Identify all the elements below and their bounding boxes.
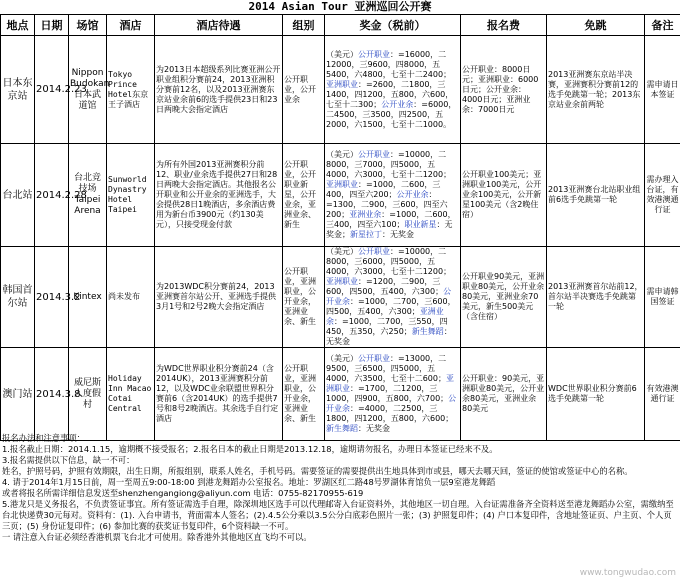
prize-line-text: ：=10000，二8000，三6000，四5000，五4000，六3000，七至十二1200； — [326, 247, 452, 276]
cell-prize — [325, 36, 461, 144]
watermark-text: www.tongwudao.com — [579, 568, 676, 578]
table-row — [1, 348, 680, 441]
cell-fee: 公开职业：90美元，亚洲职业80美元，公开业余80美元，亚洲业余80美元 — [461, 348, 547, 441]
prize-group-label: 公开业余 — [326, 394, 457, 413]
cell-exempt: 2013亚洲赛首尔站前12，首尔站半决赛选手免跳第一轮 — [547, 247, 645, 348]
prize-line-text: （美元） — [326, 354, 358, 363]
prize-group-label: 公开职业 — [358, 150, 390, 159]
prize-group-label: 公开职业 — [358, 354, 390, 363]
cell-venue: Nippon Budokan日本武道馆 — [69, 36, 107, 144]
cell-exempt: WDC世界职业积分赛前6选手免跳第一轮 — [547, 348, 645, 441]
cell-note: 需办理入台证，有效港澳通行证 — [645, 144, 680, 247]
cell-fee: 公开职业：8000日元；亚洲职业：6000日元；公开业余：4000日元；亚洲业余：7000日元 — [461, 36, 547, 144]
note-line: 1.报名截止日期：2014.1.15，逾期概不接受报名；2.报名日本的截止日期是2013.12.18，逾期请勿报名，办理日本签证已经来不及。 — [2, 444, 498, 454]
prize-line-text: ：=1300，二900，三600，四至六200； — [326, 190, 448, 219]
cell-prize — [325, 348, 461, 441]
cell-hotel: Holiday Inn Macao Cotai Central — [107, 348, 155, 441]
prize-group-label: 亚洲业余 — [326, 307, 444, 326]
cell-venue: 威尼斯人度假村 — [69, 348, 107, 441]
note-line: 一 请注意入台证必须经香港机票飞台北才可使用。除香港外其他地区直飞均不可以。 — [2, 532, 312, 542]
prize-group-label: 亚洲业余 — [349, 210, 382, 219]
header-exempt: 免跳 — [547, 15, 645, 36]
cell-place: 日本东京站 — [1, 36, 35, 144]
table-row — [1, 247, 680, 348]
prize-line-text: （美元） — [326, 150, 358, 159]
cell-note: 有效港澳通行证 — [645, 348, 680, 441]
cell-group: 公开职业，亚洲职业，公开业余，亚洲业余、新生 — [283, 348, 325, 441]
prize-line-text: ：=1000，二700，三600，四500，五400，六300； — [326, 297, 456, 316]
header-row — [1, 15, 680, 36]
prize-group-label: 亚洲职业 — [326, 180, 358, 189]
registration-notes — [0, 433, 678, 543]
prize-line-text: ：无奖金 — [358, 424, 390, 433]
cell-group: 公开职业，公开业余 — [283, 36, 325, 144]
note-line: 3.报名需提供以下信息，缺一不可： — [2, 455, 135, 465]
prize-group-label: 公开业余 — [396, 190, 429, 199]
header-fee: 报名费 — [461, 15, 547, 36]
prize-group-label: 新生舞蹈 — [326, 424, 358, 433]
header-prize: 奖金（税前） — [325, 15, 461, 36]
cell-group: 公开职业，公开职业新星，公开业余，亚洲业余、新生 — [283, 144, 325, 247]
cell-date: 2014.3.2 — [35, 247, 69, 348]
prize-line-text: ：=2600，二1800，三1400，四1200，五800，六600，七至十二300； — [326, 79, 454, 109]
header-place: 地点 — [1, 15, 35, 36]
prize-line-text: ：=13000，二9500，三6500，四5000，五4000，六3500，七至十二600； — [326, 354, 447, 383]
cell-date: 2014.2.23 — [35, 36, 69, 144]
prize-line-text: ：=1000，二700，三550，四450，五350，六250； — [326, 317, 448, 336]
cell-note: 需申请日本签证 — [645, 36, 680, 144]
prize-line-text: ：=16000，二12000，三9600，四8000，五5400，六4800，七至十二2400； — [326, 49, 452, 79]
cell-treatment: 为2013日本超级系列比赛亚洲公开职业组积分赛前24，2013亚洲积分赛前12名，以及2013亚洲赛东京站业余前6的选手提供23日和23日两晚大会指定酒店 — [155, 36, 283, 144]
prize-line-text: （美元） — [326, 49, 358, 59]
prize-line-text: ：无奖金； — [326, 220, 453, 239]
header-group: 组别 — [283, 15, 325, 36]
prize-group-label: 亚洲职业 — [326, 277, 358, 286]
cell-place: 韩国首尔站 — [1, 247, 35, 348]
note-line: 或者将报名所需详细信息发送至shenzhengangiong@aliyun.com 电话：0755-82170955-619 — [2, 488, 364, 498]
cell-exempt: 2013亚洲赛台北站职业组前6选手免跳第一轮 — [547, 144, 645, 247]
cell-fee: 公开职业100美元；亚洲职业100美元，公开业余100美元，公开新星100美元（含2晚住宿） — [461, 144, 547, 247]
cell-note: 需申请韩国签证 — [645, 247, 680, 348]
prize-line-text: ：=1200，二900，三600，四500，五400，六300； — [326, 277, 444, 296]
cell-prize — [325, 144, 461, 247]
cell-place: 台北站 — [1, 144, 35, 247]
cell-treatment: 为2013WDC积分赛前24，2013亚洲赛首尔站公开、亚洲选手提供3月1号和2号2晚大会指定酒店 — [155, 247, 283, 348]
cell-venue: Kintex — [69, 247, 107, 348]
note-line: 4. 请于2014年1月15日前，周一至周五9:00-18:00 到港龙舞蹈办公室报名。地址：罗湖区红二路48号罗湖体育馆负一层9室港龙舞蹈 — [2, 477, 496, 487]
table-row — [1, 36, 680, 144]
prize-group-label: 职业新星 — [404, 220, 437, 229]
header-venue: 场馆 — [69, 15, 107, 36]
note-line: 5.港龙只是义务报名，不负责签证事宜。所有签证需选手自理，除深圳地区选手可以代理邮寄入台证资料外，其他地区一切自理。入台证需准备齐全资料送至港龙舞蹈办公室，需缴纳至台北快递费30元每对。资料有：(1). 入台申请书，背面需本人签名；(2).4.5公分乘以3.5公分白底彩色照片一张；(3) 护照复印件；(4) 户口本复印件，含地址签证页、户主页、个人页三页；(5) 身份证复印件；(6) 参加比赛的获奖证书复印件，6个资料缺一不可。 — [2, 499, 674, 531]
prize-group-label: 新生舞蹈 — [411, 327, 444, 336]
document-title: 2014 Asian Tour 亚洲巡回公开赛 — [248, 0, 432, 13]
prize-line-text: ：无奖金 — [326, 327, 452, 346]
header-date: 日期 — [35, 15, 69, 36]
cell-hotel: Tokyo Prince Hotel东京王子酒店 — [107, 36, 155, 144]
prize-group-label: 公开职业 — [358, 247, 390, 256]
table-row — [1, 144, 680, 247]
cell-group: 公开职业，亚洲职业，公开业余，亚洲业余、新生 — [283, 247, 325, 348]
prize-group-label: 公开业余 — [326, 287, 452, 306]
cell-place: 澳门站 — [1, 348, 35, 441]
table-body — [1, 36, 680, 441]
prize-line-text: ：=1700，二1200，三1000，四900，五800，六700； — [326, 384, 449, 403]
schedule-table — [0, 14, 680, 441]
note-line: 报名办法和注意事项： — [2, 433, 85, 443]
prize-group-label: 公开职业 — [358, 49, 390, 59]
cell-treatment: 为WDC世界职业积分赛前24（含2014UK），2013亚洲赛积分前12，以及WDC业余联盟世界积分赛前6（含2014UK）的选手提供7号和8号2晚酒店。其余选手自行定酒店 — [155, 348, 283, 441]
cell-date: 2014.3.8 — [35, 348, 69, 441]
cell-exempt: 2013亚洲赛东京站半决赛，亚洲赛积分赛前12的选手免跳第一轮；2013东京站业余前两轮 — [547, 36, 645, 144]
cell-prize — [325, 247, 461, 348]
prize-line-text: ：无奖金 — [382, 230, 414, 239]
prize-group-label: 亚洲职业 — [326, 374, 454, 393]
prize-group-label: 亚洲职业 — [326, 79, 358, 89]
cell-fee: 公开职业90美元，亚洲职业80美元，公开业余80美元，亚洲业余70美元，新生500美元（含住宿） — [461, 247, 547, 348]
header-treatment: 酒店待遇 — [155, 15, 283, 36]
prize-line-text: ：=10000，二8000，三7000，四5000，五4000，六3000，七至十二1200； — [326, 150, 452, 179]
prize-line-text: （美元） — [326, 247, 358, 256]
prize-line-text: ：=1000，二600，三400，四至六200； — [326, 180, 441, 199]
cell-venue: 台北竞技场 Taipei Arena — [69, 144, 107, 247]
cell-date: 2014.2.28 — [35, 144, 69, 247]
header-note: 备注 — [645, 15, 680, 36]
note-line: 姓名，护照号码，护照有效期限，出生日期，所报组别，联系人姓名，手机号码。需要签证的需要提供出生地具体到市或县，哪天去哪天回，签证的使馆或签证中心的名称。 — [2, 466, 633, 476]
prize-line-text: ：=4000，二2500，三1800，四1200，五800，六600； — [326, 404, 454, 423]
prize-group-label: 公开业余 — [381, 99, 414, 109]
prize-line-text: ：=1000，二600，三400，四至六100； — [326, 210, 456, 229]
cell-treatment: 为所有外国2013亚洲赛积分前12、职业/业余选手提供27日和28日两晚大会指定酒店。其他报名公开职业和公开业余的亚洲选手，大会提供28日1晚酒店，多余酒店费用为新台币3900元（约130美元），只接受现金付款 — [155, 144, 283, 247]
cell-hotel: 尚未发布 — [107, 247, 155, 348]
prize-group-label: 新星拉丁 — [350, 230, 382, 239]
prize-line-text: ：=6000，二4500，三3500，四2500，五2000，六1500，七至十二1000。 — [326, 99, 457, 129]
cell-hotel: Sunworld Dynastry Hotel Taipei — [107, 144, 155, 247]
header-hotel: 酒店 — [107, 15, 155, 36]
